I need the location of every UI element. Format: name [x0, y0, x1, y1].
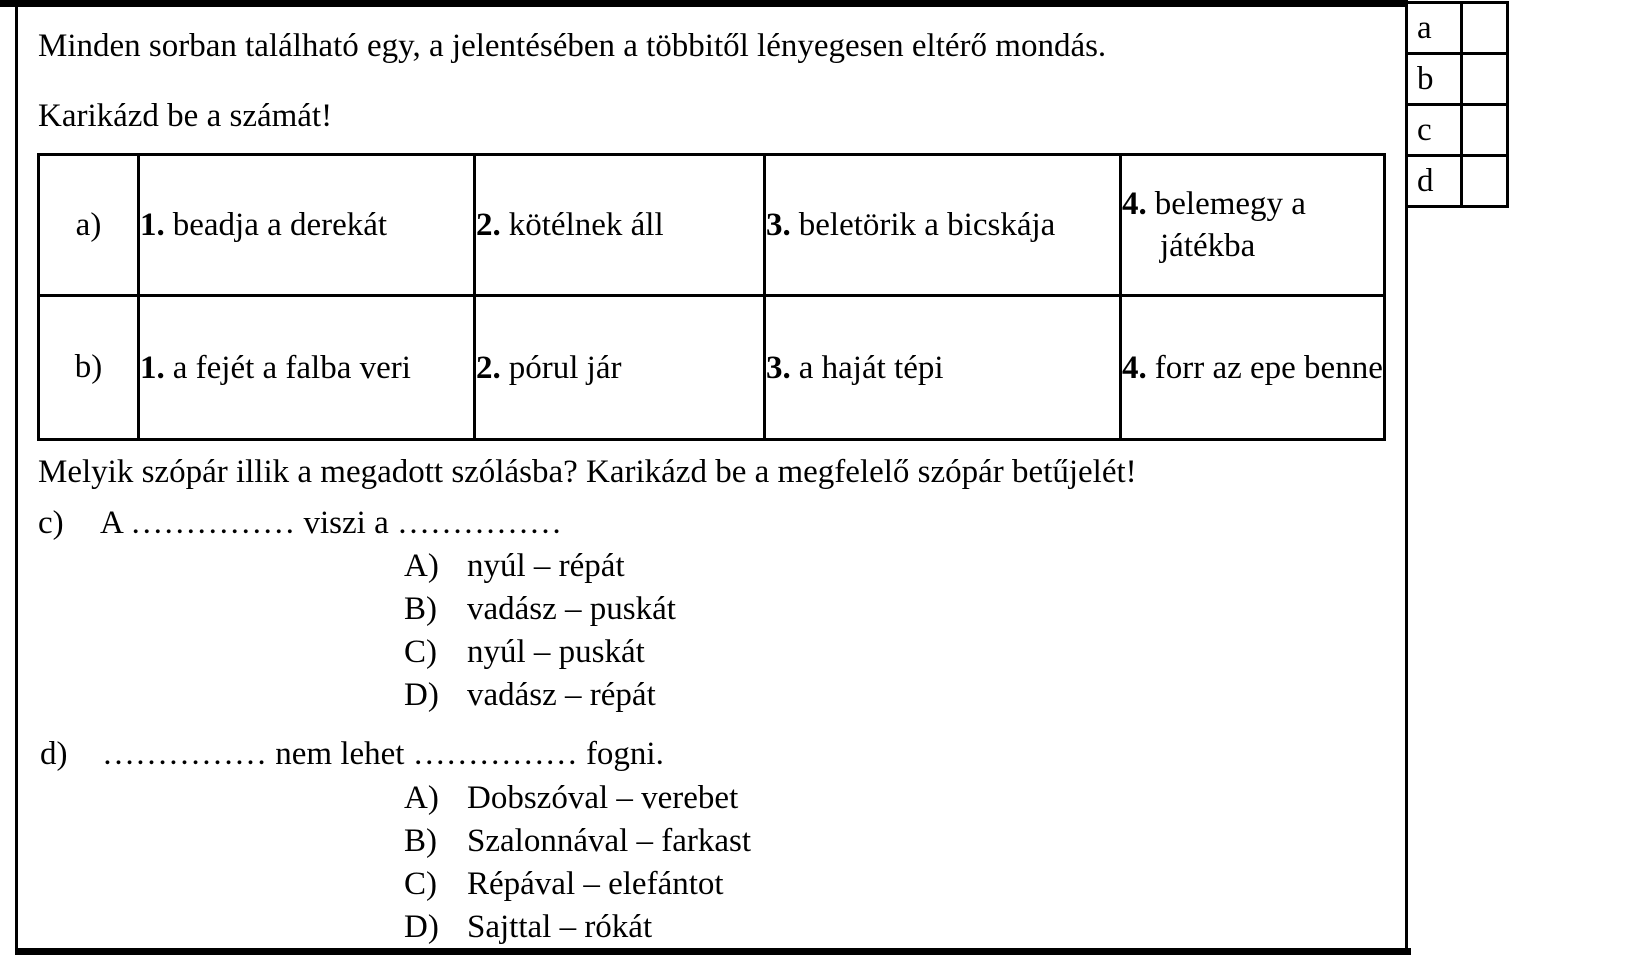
- row-label: a): [39, 155, 139, 296]
- instruction-line-1: Minden sorban található egy, a jelentésében a többitől lényegesen eltérő mondás.: [38, 28, 1107, 64]
- idiom-cell: [475, 155, 765, 296]
- score-row-value: [1462, 105, 1508, 156]
- option-row: [404, 777, 751, 820]
- item-d-sentence: …………… nem lehet …………… fogni.: [102, 736, 664, 772]
- idiom-text: pórul jár: [508, 349, 622, 386]
- option-text: Sajttal – rókát: [467, 909, 653, 945]
- item-d-options: [404, 777, 751, 949]
- option-letter: B): [404, 591, 437, 627]
- idiom-text: a haját tépi: [798, 349, 944, 386]
- idiom-number: 3.: [766, 207, 791, 243]
- option-row: [404, 674, 676, 717]
- idiom-cell: [1121, 155, 1385, 296]
- option-text: vadász – puskát: [467, 591, 676, 627]
- option-text: Répával – elefántot: [467, 866, 724, 902]
- idiom-text: beadja a derekát: [172, 207, 388, 243]
- option-letter: C): [404, 634, 437, 670]
- score-row-label: b: [1407, 54, 1462, 105]
- option-row: [404, 545, 676, 588]
- idiom-text: belemegy a játékba: [1154, 186, 1306, 264]
- idiom-text: kötélnek áll: [508, 207, 664, 243]
- option-letter: D): [404, 909, 439, 945]
- row-label: b): [39, 296, 139, 440]
- option-text: nyúl – répát: [467, 548, 625, 584]
- score-row-label: c: [1407, 105, 1462, 156]
- idiom-number: 2.: [476, 349, 501, 386]
- option-row: [404, 588, 676, 631]
- idiom-cell: [765, 296, 1121, 440]
- option-row: [404, 863, 751, 906]
- idiom-cell: [139, 155, 475, 296]
- idiom-number: 3.: [766, 349, 791, 386]
- option-row: [404, 631, 676, 674]
- option-row: [404, 906, 751, 949]
- score-row-value: [1462, 3, 1508, 54]
- option-letter: A): [404, 780, 439, 816]
- score-row-label: d: [1407, 156, 1462, 207]
- item-d-label: d): [40, 736, 68, 772]
- idiom-text: forr az epe benne: [1154, 349, 1383, 386]
- idiom-cell: [139, 296, 475, 440]
- idiom-number: 2.: [476, 207, 501, 243]
- option-text: Dobszóval – verebet: [467, 780, 739, 816]
- option-text: Szalonnával – farkast: [467, 823, 752, 859]
- option-text: nyúl – puskát: [467, 634, 645, 670]
- score-row-value: [1462, 54, 1508, 105]
- score-row: [1407, 156, 1508, 207]
- idiom-number: 4.: [1122, 349, 1147, 386]
- table-row-b: [39, 296, 1385, 440]
- idiom-cell: [765, 155, 1121, 296]
- score-row: [1407, 54, 1508, 105]
- item-c-label: c): [38, 505, 64, 541]
- table-row-a: [39, 155, 1385, 296]
- task-box-top-border: [0, 0, 1407, 7]
- idiom-text: beletörik a bicskája: [798, 207, 1056, 243]
- idiom-table: [37, 153, 1386, 441]
- question-pairs: Melyik szópár illik a megadott szólásba? Karikázd be a megfelelő szópár betűjelét!: [38, 454, 1137, 490]
- score-box: [1405, 1, 1509, 208]
- task-box-bottom-border: [15, 948, 1411, 955]
- option-text: vadász – répát: [467, 677, 656, 713]
- idiom-number: 4.: [1122, 186, 1147, 222]
- item-c-options: [404, 545, 676, 717]
- instruction-line-2: Karikázd be a számát!: [38, 98, 333, 134]
- score-row: [1407, 105, 1508, 156]
- item-c-sentence-line: [38, 501, 562, 545]
- item-c-sentence: A …………… viszi a ……………: [100, 505, 562, 541]
- idiom-number: 1.: [140, 207, 165, 243]
- task-box-left-border: [15, 7, 18, 954]
- option-letter: D): [404, 677, 439, 713]
- score-row-label: a: [1407, 3, 1462, 54]
- idiom-text: a fejét a falba veri: [172, 349, 411, 386]
- score-row: [1407, 3, 1508, 54]
- option-letter: C): [404, 866, 437, 902]
- item-d-sentence-line: [40, 732, 664, 776]
- option-letter: B): [404, 823, 437, 859]
- idiom-cell: [1121, 296, 1385, 440]
- option-letter: A): [404, 548, 439, 584]
- idiom-number: 1.: [140, 349, 165, 386]
- idiom-cell: [475, 296, 765, 440]
- option-row: [404, 820, 751, 863]
- score-row-value: [1462, 156, 1508, 207]
